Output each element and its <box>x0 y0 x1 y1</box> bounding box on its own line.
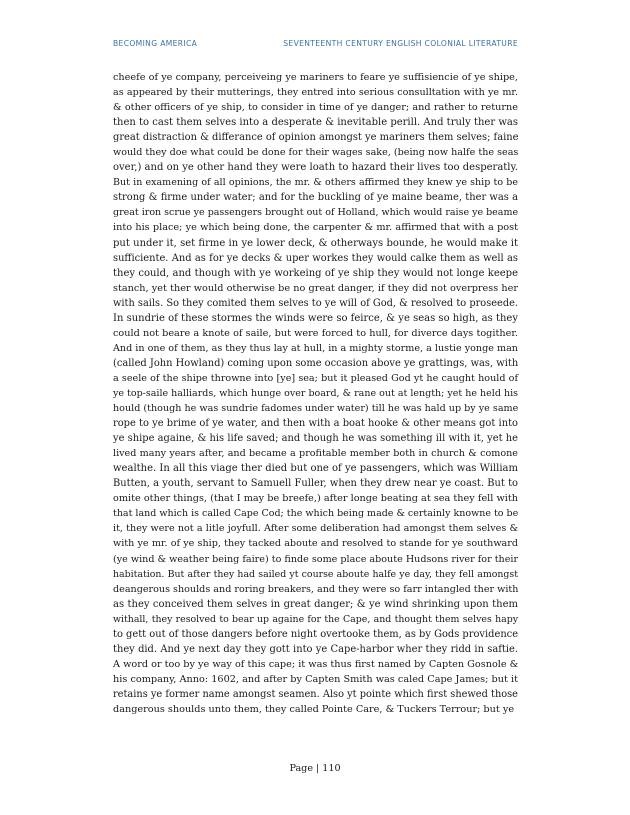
body-line: (ye wind & weather being faire) to finde some place aboute Hudsons river for their <box>113 553 519 565</box>
body-line: Butten, a youth, servant to Samuell Fuller, when they drew near ye coast. But to <box>113 478 518 490</box>
body-line: wealthe. In all this viage ther died but one of ye passengers, which was William <box>113 463 518 475</box>
body-line: withall, they resolved to bear up againe for the Cape, and thought them selves hapy <box>113 613 518 625</box>
body-line: to gett out of those dangers before night overtooke them, as by Gods providence <box>113 628 519 640</box>
page-footer <box>0 763 630 774</box>
body-line: omite other things, (that I may be breefe,) after longe beating at sea they fell with <box>113 493 518 505</box>
body-line: they could, and though with ye workeing of ye ship they would not longe keepe <box>113 267 518 279</box>
body-line: strong & firme under water; and for the buckling of ye maine beame, ther was a <box>113 192 518 204</box>
header-section-title: SEVENTEENTH CENTURY ENGLISH COLONIAL LITERATURE <box>283 39 518 48</box>
page-separator: | <box>316 763 320 774</box>
body-line: great iron scrue ye passengers brought out of Holland, which would raise ye beame <box>113 207 519 219</box>
body-line: cheefe of ye company, perceiveing ye mariners to feare ye suffisiencie of ye shipe, <box>113 72 518 83</box>
body-line: as appeared by their mutterings, they entred into serious consulltation with ye mr. <box>113 87 518 99</box>
body-line: retains ye former name amongst seamen. Also yt pointe which first shewed those <box>113 688 518 700</box>
page-label: Page <box>289 763 313 774</box>
body-line: rope to ye brime of ye water, and then with a boat hooke & other means got into <box>113 418 518 430</box>
body-line: sufficiente. And as for ye decks & uper workes they would calke them as well as <box>113 252 518 264</box>
body-line: that land which is called Cape Cod; the which being made & certainly knowne to be <box>113 508 519 520</box>
running-header <box>113 39 518 48</box>
body-line: could not beare a knote of saile, but were forced to hull, for diverce days togither. <box>113 327 518 339</box>
body-line: But in examening of all opinions, the mr. & others affirmed they knew ye ship to be <box>113 177 518 189</box>
body-line: lived many years after, and became a profitable member both in church & comone <box>113 448 518 460</box>
body-line: it, they were not a litle joyfull. After some deliberation had amongst them selves & <box>113 523 518 535</box>
body-line: over,) and on ye other hand they were loath to hazard their lives too desperatly. <box>113 162 518 174</box>
body-line: habitation. But after they had sailed yt course aboute halfe ye day, they fell amongst <box>113 568 518 580</box>
body-line: a seele of the shipe throwne into [ye] sea; but it pleased God yt he caught hould of <box>113 372 518 384</box>
body-line: would they doe what could be done for their wages sake, (being now halfe the seas <box>113 147 519 159</box>
body-line: deangerous shoulds and roring breakers, and they were so farr intangled ther with <box>113 583 519 595</box>
body-line: as they conceived them selves in great danger; & ye wind shrinking upon them <box>113 598 518 610</box>
body-line: they did. And ye next day they gott into ye Cape-harbor wher they ridd in saftie. <box>113 643 518 655</box>
body-line: then to cast them selves into a desperate & inevitable perill. And truly ther was <box>113 117 518 129</box>
body-line: hould (though he was sundrie fadomes under water) till he was hald up by ye same <box>113 403 519 415</box>
body-line: And in one of them, as they thus lay at hull, in a mighty storme, a lustie yonge man <box>113 342 518 354</box>
body-line: great distraction & differance of opinion amongst ye mariners them selves; faine <box>113 132 519 144</box>
body-line: with ye mr. of ye ship, they tacked aboute and resolved to stande for ye southward <box>113 538 518 550</box>
body-line: stanch, yet ther would otherwise be no great danger, if they did not overpress her <box>113 282 518 294</box>
body-line: put under it, set firme in ye lower deck, & otherways bounde, he would make it <box>113 237 518 249</box>
page-number: 110 <box>322 763 341 774</box>
body-line: In sundrie of these stormes the winds were so feirce, & ye seas so high, as they <box>113 312 518 324</box>
body-line: dangerous shoulds unto them, they called Pointe Care, & Tuckers Terrour; but ye <box>113 703 515 715</box>
header-book-title: BECOMING AMERICA <box>113 39 198 48</box>
body-line: (called John Howland) coming upon some occasion above ye grattings, was, with <box>113 357 519 369</box>
body-text <box>113 70 518 717</box>
body-line: A word or too by ye way of this cape; it was thus first named by Capten Gosnole & <box>113 658 519 670</box>
body-line: into his place; ye which being done, the carpenter & mr. affirmed that with a post <box>113 222 518 234</box>
body-line: ye shipe againe, & his life saved; and though he was something ill with it, yet he <box>113 433 518 445</box>
body-line: with sails. So they comited them selves to ye will of God, & resolved to proseede. <box>113 297 518 309</box>
body-line: ye top-saile halliards, which hunge over board, & rane out at length; yet he held his <box>113 387 518 399</box>
body-line: his company, Anno: 1602, and after by Capten Smith was caled Cape James; but it <box>113 673 518 685</box>
body-line: & other officers of ye ship, to consider in time of ye danger; and rather to returne <box>113 102 518 114</box>
